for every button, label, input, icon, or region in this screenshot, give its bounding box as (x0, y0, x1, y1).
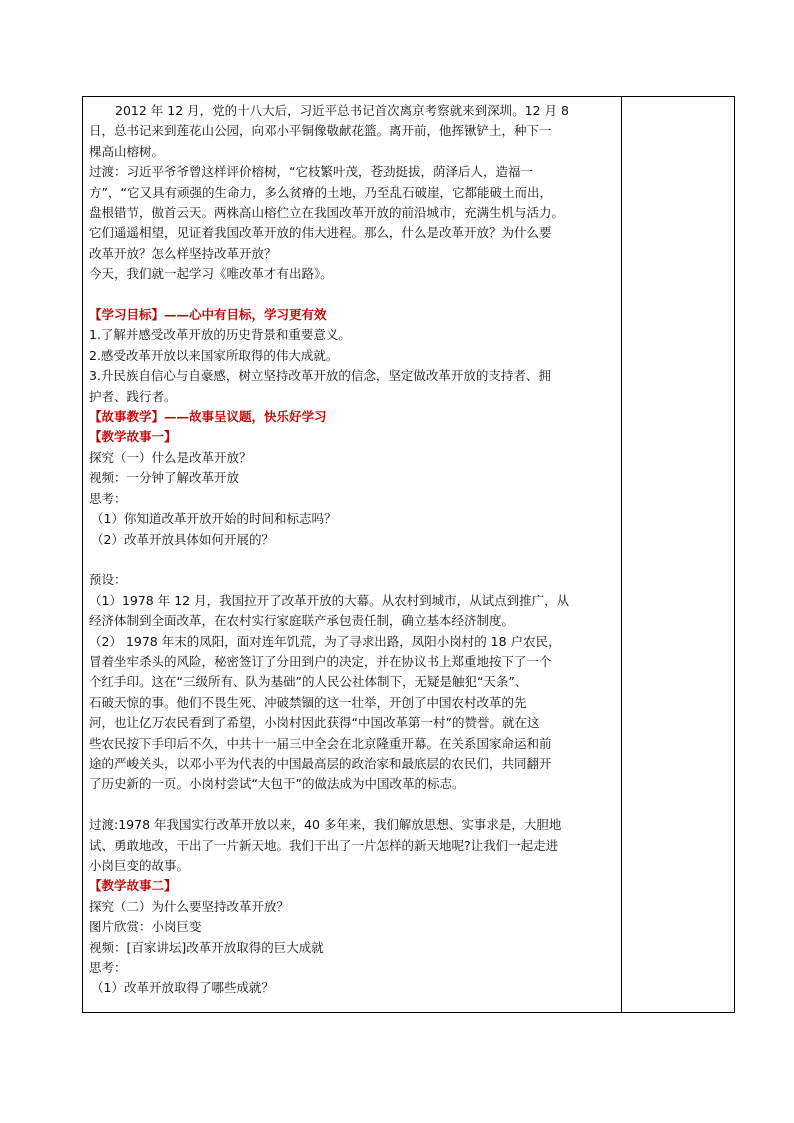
transition-line: 小岗巨变的故事。 (89, 857, 190, 873)
explore-line: 思考： (89, 490, 127, 506)
intro-line: 2012 年 12 月，党的十八大后，习近平总书记首次离京考察就来到深圳。12 月 8 (115, 103, 569, 118)
answer-line: 石破天惊的事。他们不畏生死、冲破禁锢的这一壮举，开创了中国农村改革的先 (89, 694, 527, 710)
transition-line: 试、勇敢地改，干出了一片新天地。我们干出了一片怎样的新天地呢?让我们一起走进 (89, 837, 559, 853)
blank-line (89, 285, 617, 305)
explore-line: 探究（一）什么是改革开放？ (89, 449, 252, 465)
goal-item: 1.了解并感受改革开放的历史背景和重要意义。 (89, 327, 351, 343)
blank-line (89, 550, 617, 570)
answer-line: 个红手印。这在“三级所有、队为基础”的人民公社体制下，无疑是触犯“天条”、 (89, 674, 528, 690)
transition-line: 方”，“它又具有顽强的生命力，多么贫瘠的土地，乃至乱石破崖，它都能破土而出， (89, 184, 552, 200)
transition-line: 盘根错节，傲首云天。两株高山榕伫立在我国改革开放的前沿城市，充满生机与活力。 (89, 205, 565, 221)
story-one-heading: 【教学故事一】 (89, 429, 177, 445)
lesson-plan-table (82, 96, 735, 1013)
notes-cell (622, 97, 734, 1012)
answer-line: 些农民按下手印后不久，中共十一届三中全会在北京隆重开幕。在关系国家命运和前 (89, 735, 552, 751)
story-two-heading: 【教学故事二】 (89, 878, 177, 894)
question-item: （2）改革开放具体如何开展的？ (91, 531, 274, 547)
goals-heading: 【学习目标】——心中有目标，学习更有效 (89, 307, 327, 323)
transition-line: 过渡：习近平爷爷曾这样评价榕树，“它枝繁叶茂，苍劲挺拔，荫泽后人，造福一 (89, 164, 533, 180)
answer-line: 了历史新的一页。小岗村尝试“大包干”的做法成为中国改革的标志。 (89, 776, 465, 792)
explore-line: 探究（二）为什么要坚持改革开放？ (89, 898, 290, 914)
transition-line: 过渡:1978 年我国实行改革开放以来，40 多年来，我们解放思想、实事求是，大胆地 (89, 817, 562, 833)
preset-label: 预设： (89, 572, 127, 588)
answer-line: 河，也让亿万农民看到了希望，小岗村因此获得“中国改革第一村”的赞誉。就在这 (89, 715, 540, 731)
answer-line: 经济体制到全面改革，在农村实行家庭联产承包责任制，确立基本经济制度。 (89, 613, 515, 629)
explore-line: 思考： (89, 960, 127, 976)
question-item: （1）改革开放取得了哪些成就？ (91, 980, 274, 996)
lesson-content-cell (89, 101, 617, 999)
goal-item: 3.升民族自信心与自豪感，树立坚持改革开放的信念，坚定做改革开放的支持者、拥 (89, 368, 551, 384)
goal-item: 2.感受改革开放以来国家所取得的伟大成就。 (89, 347, 339, 363)
question-item: （1）你知道改革开放开始的时间和标志吗？ (91, 511, 337, 527)
intro-line: 棵高山榕树。 (89, 143, 165, 159)
transition-line: 它们遥遥相望，见证着我国改革开放的伟大进程。那么，什么是改革开放？为什么要 (89, 225, 552, 241)
goal-item: 护者、践行者。 (89, 388, 177, 404)
today-line: 今天，我们就一起学习《唯改革才有出路》。 (89, 266, 333, 282)
explore-line: 视频：[百家讲坛]改革开放取得的巨大成就 (89, 939, 324, 955)
explore-line: 视频：一分钟了解改革开放 (89, 470, 240, 486)
answer-line: 冒着坐牢杀头的风险，秘密签订了分田到户的决定，并在协议书上郑重地按下了一个 (89, 653, 552, 669)
answer-line: 途的严峻关头，以邓小平为代表的中国最高层的政治家和最底层的农民们，共同翻开 (89, 755, 552, 771)
explore-line: 图片欣赏：小岗巨变 (89, 919, 202, 935)
answer-line: （1）1978 年 12 月，我国拉开了改革开放的大幕。从农村到城市，从试点到推广，从 (89, 592, 570, 608)
story-teaching-heading: 【故事教学】——故事呈议题，快乐好学习 (89, 409, 327, 425)
intro-line: 日，总书记来到莲花山公园，向邓小平铜像敬献花篮。离开前，他挥锹铲土，种下一 (89, 123, 552, 139)
blank-line (89, 795, 617, 815)
transition-line: 改革开放？怎么样坚持改革开放？ (89, 245, 277, 261)
answer-line: （2） 1978 年末的凤阳，面对连年饥荒，为了寻求出路，凤阳小岗村的 18 户农民， (89, 633, 561, 649)
